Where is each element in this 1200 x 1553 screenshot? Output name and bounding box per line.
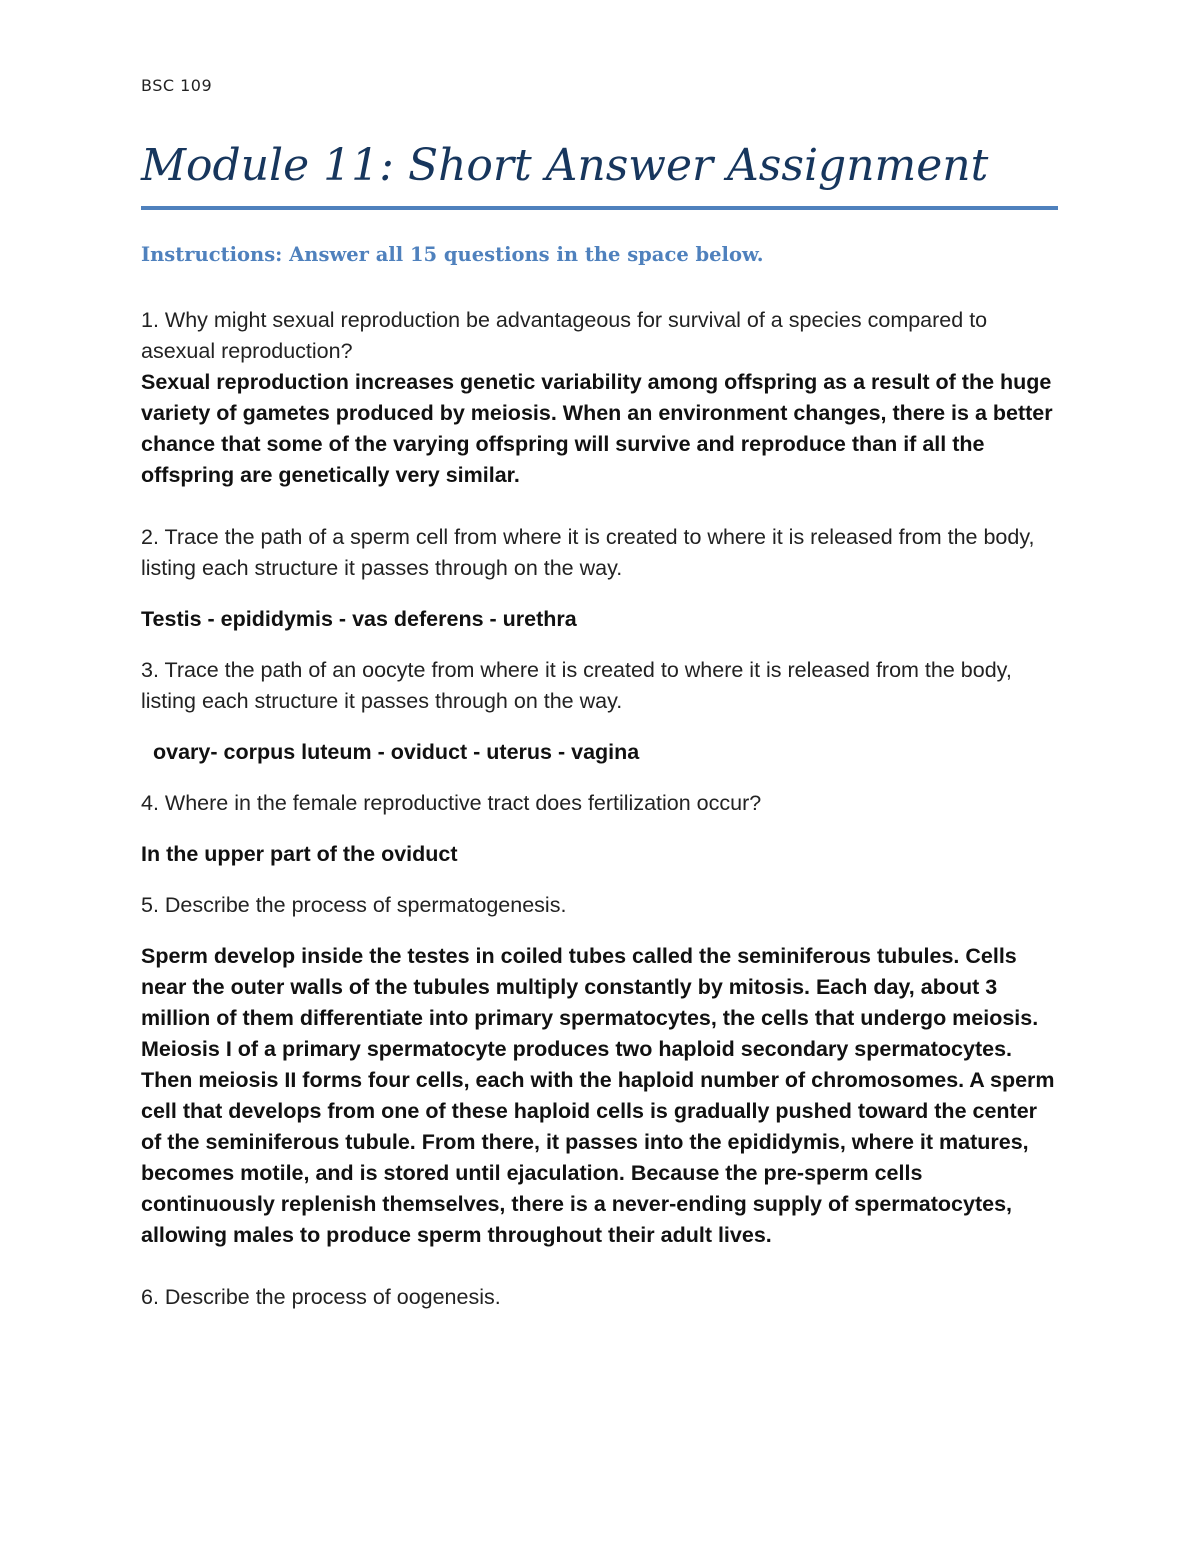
answer-2: Testis - epididymis - vas deferens - urethra — [141, 607, 577, 631]
spacer — [141, 768, 1061, 788]
spacer — [141, 870, 1061, 890]
spacer — [141, 635, 1061, 655]
answer-3: ovary- corpus luteum - oviduct - uterus - vagina — [153, 740, 640, 764]
spacer — [141, 1251, 1061, 1282]
instructions-text: Instructions: Answer all 15 questions in the space below. — [141, 243, 764, 266]
answer-5: Sperm develop inside the testes in coiled tubes called the seminiferous tubules. Cells near the outer walls of the tubules multiply constantly by mitosis. Each day, about 3 million of them differentiate into primary spermatocytes, the cells that undergo meiosis. Meiosis I of a primary spermatocyte produces two haploid secondary spermatocytes. Then meiosis II forms four cells, each with the haploid number of chromosomes. A sperm cell that develops from one of these haploid cells is gradually pushed toward the center of the seminiferous tubule. From there, it passes into the epididymis, where it matures, becomes motile, and is stored until ejaculation. Because the pre-sperm cells continuously replenish themselves, there is a never-ending supply of spermatocytes, allowing males to produce sperm throughout their adult lives. — [141, 944, 1055, 1247]
question-3: 3. Trace the path of an oocyte from where it is created to where it is released from the body, listing each structure it passes through on the way. — [141, 658, 1012, 713]
spacer — [141, 921, 1061, 941]
question-1: 1. Why might sexual reproduction be advantageous for survival of a species compared to asexual reproduction? — [141, 308, 988, 363]
spacer — [141, 717, 1061, 737]
answer-1: Sexual reproduction increases genetic variability among offspring as a result of the huge variety of gametes produced by meiosis. When an environment changes, there is a better chance that some of the varying offspring will survive and reproduce than if all the offspring are genetically very similar. — [141, 370, 1053, 487]
questions-body — [141, 305, 1061, 1313]
question-6: 6. Describe the process of oogenesis. — [141, 1285, 501, 1309]
spacer — [141, 819, 1061, 839]
spacer — [141, 491, 1061, 522]
spacer — [141, 584, 1061, 604]
question-5: 5. Describe the process of spermatogenesis. — [141, 893, 567, 917]
page-title: Module 11: Short Answer Assignment — [141, 140, 989, 191]
course-code: BSC 109 — [141, 76, 213, 95]
answer-4: In the upper part of the oviduct — [141, 842, 458, 866]
title-underline — [141, 206, 1058, 210]
question-4: 4. Where in the female reproductive tract does fertilization occur? — [141, 791, 762, 815]
question-2: 2. Trace the path of a sperm cell from where it is created to where it is released from the body, listing each structure it passes through on the way. — [141, 525, 1035, 580]
